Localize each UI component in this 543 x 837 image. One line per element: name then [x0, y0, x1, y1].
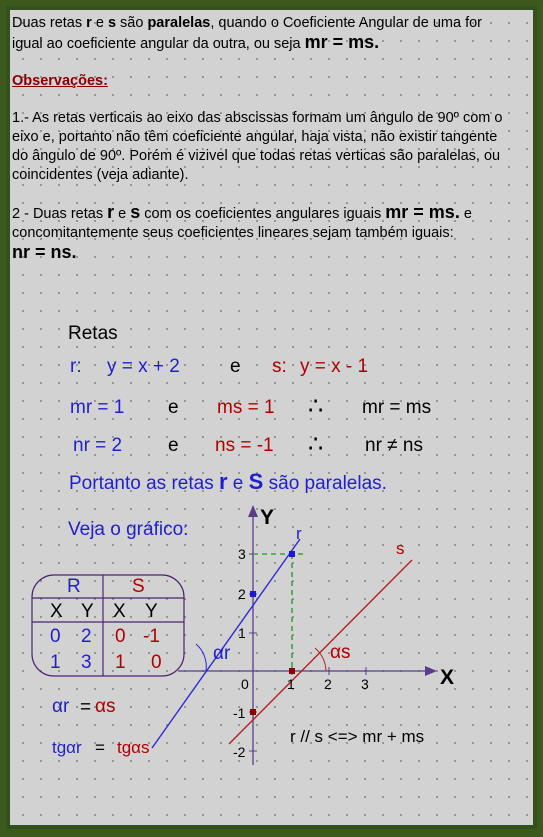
table-col-x1: X — [50, 601, 63, 622]
line-s — [229, 560, 412, 744]
and-word-2: e — [168, 397, 179, 418]
table-col-x2: X — [113, 601, 126, 622]
table-cell: 2 — [81, 626, 92, 647]
and-word-1: e — [230, 356, 241, 377]
y-tick: 2 — [238, 586, 246, 602]
table-col-y1: Y — [81, 601, 94, 622]
table-cell: 3 — [81, 652, 92, 673]
parallel-condition: r // s <=> mr + ms — [290, 727, 425, 746]
x-tick: 0 — [241, 676, 249, 692]
table-cell: -1 — [143, 626, 160, 647]
x-tick: 3 — [361, 676, 369, 692]
mr-eq-ms: mr = ms — [362, 397, 432, 418]
y-tick: 1 — [238, 625, 246, 641]
veja-grafico: Veja o gráfico: — [68, 519, 189, 540]
definition-paragraph: Duas retas r e s são paralelas, quando o Coeficiente Angular de uma for igual ao coeficiente angular da outra, ou seja mr = ms. — [12, 15, 482, 52]
therefore-1: ∴ — [308, 393, 324, 420]
s-label: s: — [272, 356, 287, 377]
s-equation: y = x - 1 — [300, 356, 369, 377]
nr-value: nr = 2 — [73, 435, 123, 456]
point-r-0-2 — [250, 591, 256, 597]
bottom-tg-s: tgαs — [117, 738, 150, 757]
r-equation: y = x + 2 — [107, 356, 180, 377]
y-tick: -1 — [233, 705, 246, 721]
alpha-s-label: αs — [330, 642, 351, 663]
observation-1: 1.- As retas verticais ao eixo das abscissas formam um ângulo de 90º com o eixo e, portanto não têm coeficiente angular, haja vista, não existir tangente do ângulo de 90º. Porém é vizivel que todas retas verticas são paralelas, ou coincidentes (veja adiante). — [12, 110, 503, 183]
y-tick: 3 — [238, 546, 246, 562]
bottom-tg-r: tgαr — [52, 738, 82, 757]
ns-value: ns = -1 — [215, 435, 274, 456]
y-axis-label: Y — [260, 506, 275, 529]
table-head-s: S — [132, 576, 145, 597]
x-axis-label: X — [440, 666, 455, 689]
bottom-equals-2: = — [95, 738, 105, 757]
y-tick: -2 — [233, 744, 246, 760]
observations-title: Observações: — [12, 73, 108, 89]
alpha-r-arc — [196, 644, 206, 671]
line-r-label: r — [296, 524, 302, 543]
bottom-equals: = — [80, 697, 92, 718]
line-s-label: s — [396, 539, 405, 558]
ms-value: ms = 1 — [217, 397, 275, 418]
table-cell: 1 — [115, 652, 126, 673]
alpha-r-label: αr — [213, 643, 231, 664]
x-tick: 2 — [324, 676, 332, 692]
nr-neq-ns: nr ≠ ns — [365, 435, 423, 456]
y-axis-arrow — [248, 505, 258, 517]
x-axis-arrow — [425, 666, 437, 676]
table-col-y2: Y — [145, 601, 158, 622]
table-head-r: R — [67, 576, 81, 597]
observation-2: 2 - Duas retas r e s com os coeficientes angulares iguais mr = ms. e concomitantemente seus coeficientes lineares sejam também iguais: nr = ns. — [12, 202, 472, 262]
retas-heading: Retas — [68, 323, 118, 344]
table-cell: 1 — [50, 652, 61, 673]
r-label: r: — [70, 356, 82, 377]
therefore-2: ∴ — [308, 431, 324, 458]
bottom-alpha-r: αr — [52, 696, 70, 717]
x-tick: 1 — [287, 676, 295, 692]
bottom-alpha-s: αs — [95, 696, 116, 717]
point-s-0-neg1 — [250, 709, 256, 715]
conclusion: Portanto as retas r e S são paralelas. — [69, 469, 387, 494]
point-s-1-0 — [289, 668, 295, 674]
table-cell: 0 — [50, 626, 61, 647]
and-word-3: e — [168, 435, 179, 456]
table-cell: 0 — [115, 626, 126, 647]
table-cell: 0 — [151, 652, 162, 673]
mr-value: mr = 1 — [70, 397, 125, 418]
point-r-1-3 — [289, 551, 295, 557]
